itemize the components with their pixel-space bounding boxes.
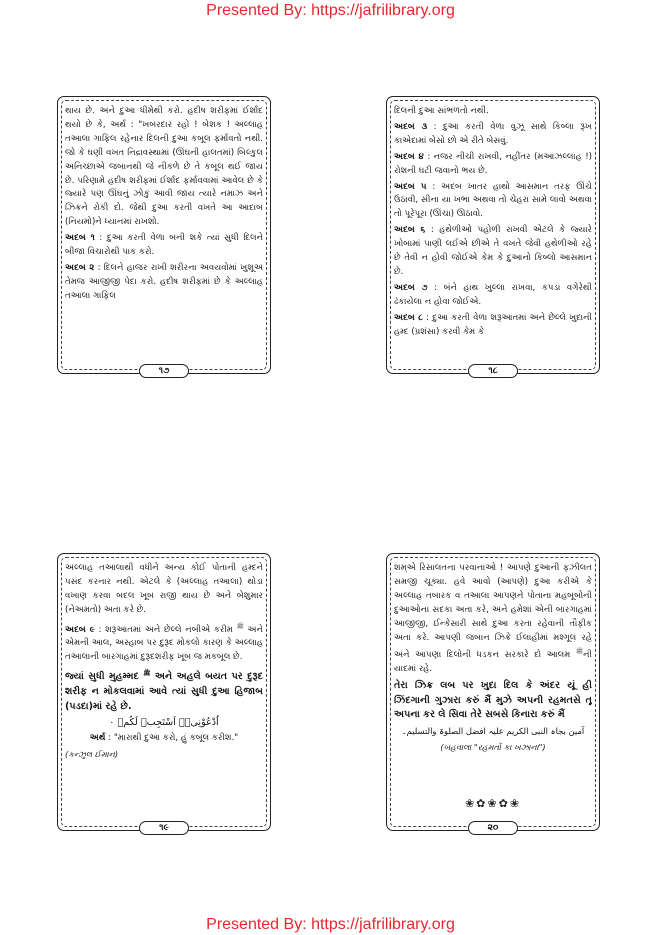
adab-text: : નજર નીચી રાખવી, નહીંતર (મઆઝલ્લાહ !) રોશની ઘટી જવાનો ભય છે. [394, 151, 592, 176]
adab-text: : દુઆ કરતી વેળા બની શકે ત્યાં સુધી દિલને બીજા વિચારોથી પાક કરો. [65, 233, 263, 258]
source-reference: (બહવાલા "રહમતોં કા ખઝાના") [440, 741, 546, 752]
page-number: ૧૯ [139, 821, 189, 835]
source-reference: (કન્ઝુલ ઈમાન) [65, 748, 119, 759]
page-18-body [394, 105, 592, 359]
adab-text: : દિલને હાજર રાખી શરીરના અવયવોમાં ખુશૂઅ તેમજ આજીજી પેદા કરો. હદીષ શરીફમાં છે કે અલ્લાહ તઆલા ગાફિલ [65, 262, 263, 301]
adab-label: અદબ ૩ [394, 121, 428, 132]
emphasis-text: અને અહલે બયત પર દુરૂદ શરીફ ન મોકલવામાં આવે ત્યાં સુધી દુઆ હિજાબ (પડદા)માં રહે છે. [65, 671, 263, 712]
paragraph: થાય છે. અને દુઆ ધીમેથી કરો. હદીષ શરીફમાં ઈર્શાદ થયો છે કે, અર્થ : "ખબરદાર રહો ! બેશક ! અલ્લાહ તઆલા ગાફિલ રહેનાર દિલની દુઆ કબૂલ ફર્માવતો નથી. જો કે ઘણી વખત નિદ્રાવસ્થામાં (ઊંઘની હાલતમાં) બિલ્કુલ અનિચ્છાએ જબાનથી જે નીકળે છે તે કબૂલ થઈ જાય છે. પરિણામે હદીષ શરીફમાં ઈર્શાદ ફર્માવવામાં આવેલ છે કે જ્યારે પણ ઊંઘનું ઝોકું આવી જાય ત્યારે નમાઝ અને ઝિક્રને રોકી દો. જેથી દુઆ કરતી વખતે આ આદાબ (નિયમો)ને ધ્યાનમાં રાખશો. [65, 106, 263, 228]
adab-text: : દુઆ કરતી વેળા વુઝૂ સાથે કિબ્લા રૂખ કાએદામાં બેસો છો એ રીતે બેસવું. [394, 121, 592, 146]
page-20-card [386, 553, 600, 831]
page-19-card [57, 553, 271, 831]
adab-label: અદબ ૫ [394, 181, 427, 192]
page-18-card [386, 96, 600, 374]
paragraph: અલ્લાહ તઆલાથી વધીને અન્ય કોઈ પોતાની હમ્દને પસંદ કરનાર નથી. એટલે કે (અલ્લાહ તઆલા) થોડા વખાણ કરવા બદલ ખૂબ રાજી થાય છે અને બેશુમાર (નેઅમતો) અતા કરે છે. [65, 563, 263, 615]
adab-text: : અદબ ખાતર હાથો આસમાન તરફ ઊંચે ઉઠાવી, સીના યા ખભા અથવા તો ચેહરા સામે લાવો અથવા તો પૂરેપૂરા (ઊંચા) ઊઠાવો. [394, 181, 592, 220]
page-17-body [65, 105, 263, 359]
presented-by-footer[interactable]: Presented By: https://jafrilibrary.org [206, 916, 455, 933]
adab-8 [394, 312, 592, 340]
adab-6 [394, 224, 592, 280]
paragraph: દિલની દુઆ સાંભળતો નથી. [394, 106, 489, 116]
page-19-body [65, 562, 263, 816]
verse-meaning [65, 732, 263, 746]
page-17-card [57, 96, 271, 374]
presented-by-header[interactable]: Presented By: https://jafrilibrary.org [206, 2, 455, 19]
adab-4 [394, 151, 592, 179]
page-number: ૧૮ [468, 364, 518, 378]
adab-label: અદબ ૭ [394, 282, 428, 293]
adab-label: અદબ ૮ [394, 312, 423, 323]
paragraph [394, 562, 592, 677]
adab-1 [65, 232, 263, 260]
page-number: ૨૦ [468, 821, 518, 835]
page-20-body [394, 562, 592, 816]
meaning-label: અર્થ [89, 733, 106, 744]
quran-verse: اُدْعُوْنِیۡۤ اَسْتَجِبۡ لَكُمۡ ۰ [109, 717, 219, 729]
flower-ornament-icon: ❀✿❀✿❀ [464, 797, 522, 810]
page-number: ૧૭ [139, 364, 189, 378]
adab-label: અદબ ૪ [394, 151, 424, 162]
adab-2 [65, 262, 263, 304]
adab-7 [394, 282, 592, 310]
salutation-glyph: ﷺ [143, 670, 151, 678]
emphasis-text: જ્યાં સુધી મુહમ્મદ [65, 671, 144, 683]
paragraph-text: ની યાદમાં રહે. [394, 650, 592, 675]
paragraph-text: શમ્એ રિસાલતના પરવાનાઓ ! આપણે દુઆની ફઝીલત સમજી ચૂક્યા. હવે આવો (આપણે) દુઆ કરીએ કે અલ્લાહ તબારક વ તઆલા આપણને પોતાના મહબૂબોની દુઆઓના સદકા અતા કરે, અને હમેશાં એની બારગાહમાં આજીજી, ઈન્કેસારી સાથે દુઆ કરતા રહેવાની તૌફીક અતા કરે. આપણી જબાન ઝિક્રે ઈલાહીમાં મશ્ગૂલ રહે અને આપણા દિલોની ધડકન સરકારે દો આલમ [394, 563, 592, 661]
adab-text: : શરૂઆતમાં અને છેલ્લે નબીએ કરીમ [94, 624, 237, 635]
adab-label: અદબ ૯ [65, 624, 95, 635]
adab-5 [394, 181, 592, 223]
meaning-text: : "મારાથી દુઆ કરો, હું કબૂલ કરીશ." [105, 733, 239, 744]
adab-3 [394, 121, 592, 149]
adab-text: : હથેળીઓ પહોળી રાખવી એટલે કે જ્યારે ખોબામાં પાણી લઈએ છીએ તે વખતે જેવી હથેળીઓ રહે છે તેવી ન હોવી જોઈએ કેમ કે દુઆનો કિબ્લો આસમાન છે. [394, 225, 592, 277]
adab-text: : દુઆ કરતી વેળા શરૂઆતમાં અને છેલ્લે ખુદાની હમ્દ (પ્રશંસા) કરવી કેમ કે [394, 312, 592, 337]
adab-label: અદબ ૨ [65, 262, 95, 273]
adab-text: અને એમની આલ, અસ્હાબ પર દુરૂદ મોકલો કારણ કે અલ્લાહ તઆલાની બારગાહમાં દુરૂદશરીફ ખૂબ જ મકબૂલ છે. [65, 624, 263, 663]
salutation-glyph: ﷺ [236, 622, 244, 630]
couplet: તેરા ઝિક્ર લબ પર ખુદા દિલ કે અંદર યૂં હી ઝિંદગાની ગુઝારા કરું મૈં મુઝે અપની રહમતસે તૂ અપના કર લે સિવા તેરે સબસે કિનારા કરું મૈં [394, 680, 592, 721]
durood-emphasis [65, 667, 263, 714]
adab-label: અદબ ૬ [394, 225, 426, 236]
arabic-dua: آمین بجاہ النبی الکریم علیہ افضل الصلوۃ والتسلیم۔ [401, 725, 585, 736]
adab-9 [65, 620, 263, 666]
adab-text: : બંને હાથ ખુલ્લા રાખવા, કપડા વગેરેથી ઢંકાયેલા ન હોવા જોઈએ. [394, 282, 592, 307]
adab-label: અદબ ૧ [65, 233, 95, 244]
salutation-glyph: ﷺ [575, 648, 584, 656]
